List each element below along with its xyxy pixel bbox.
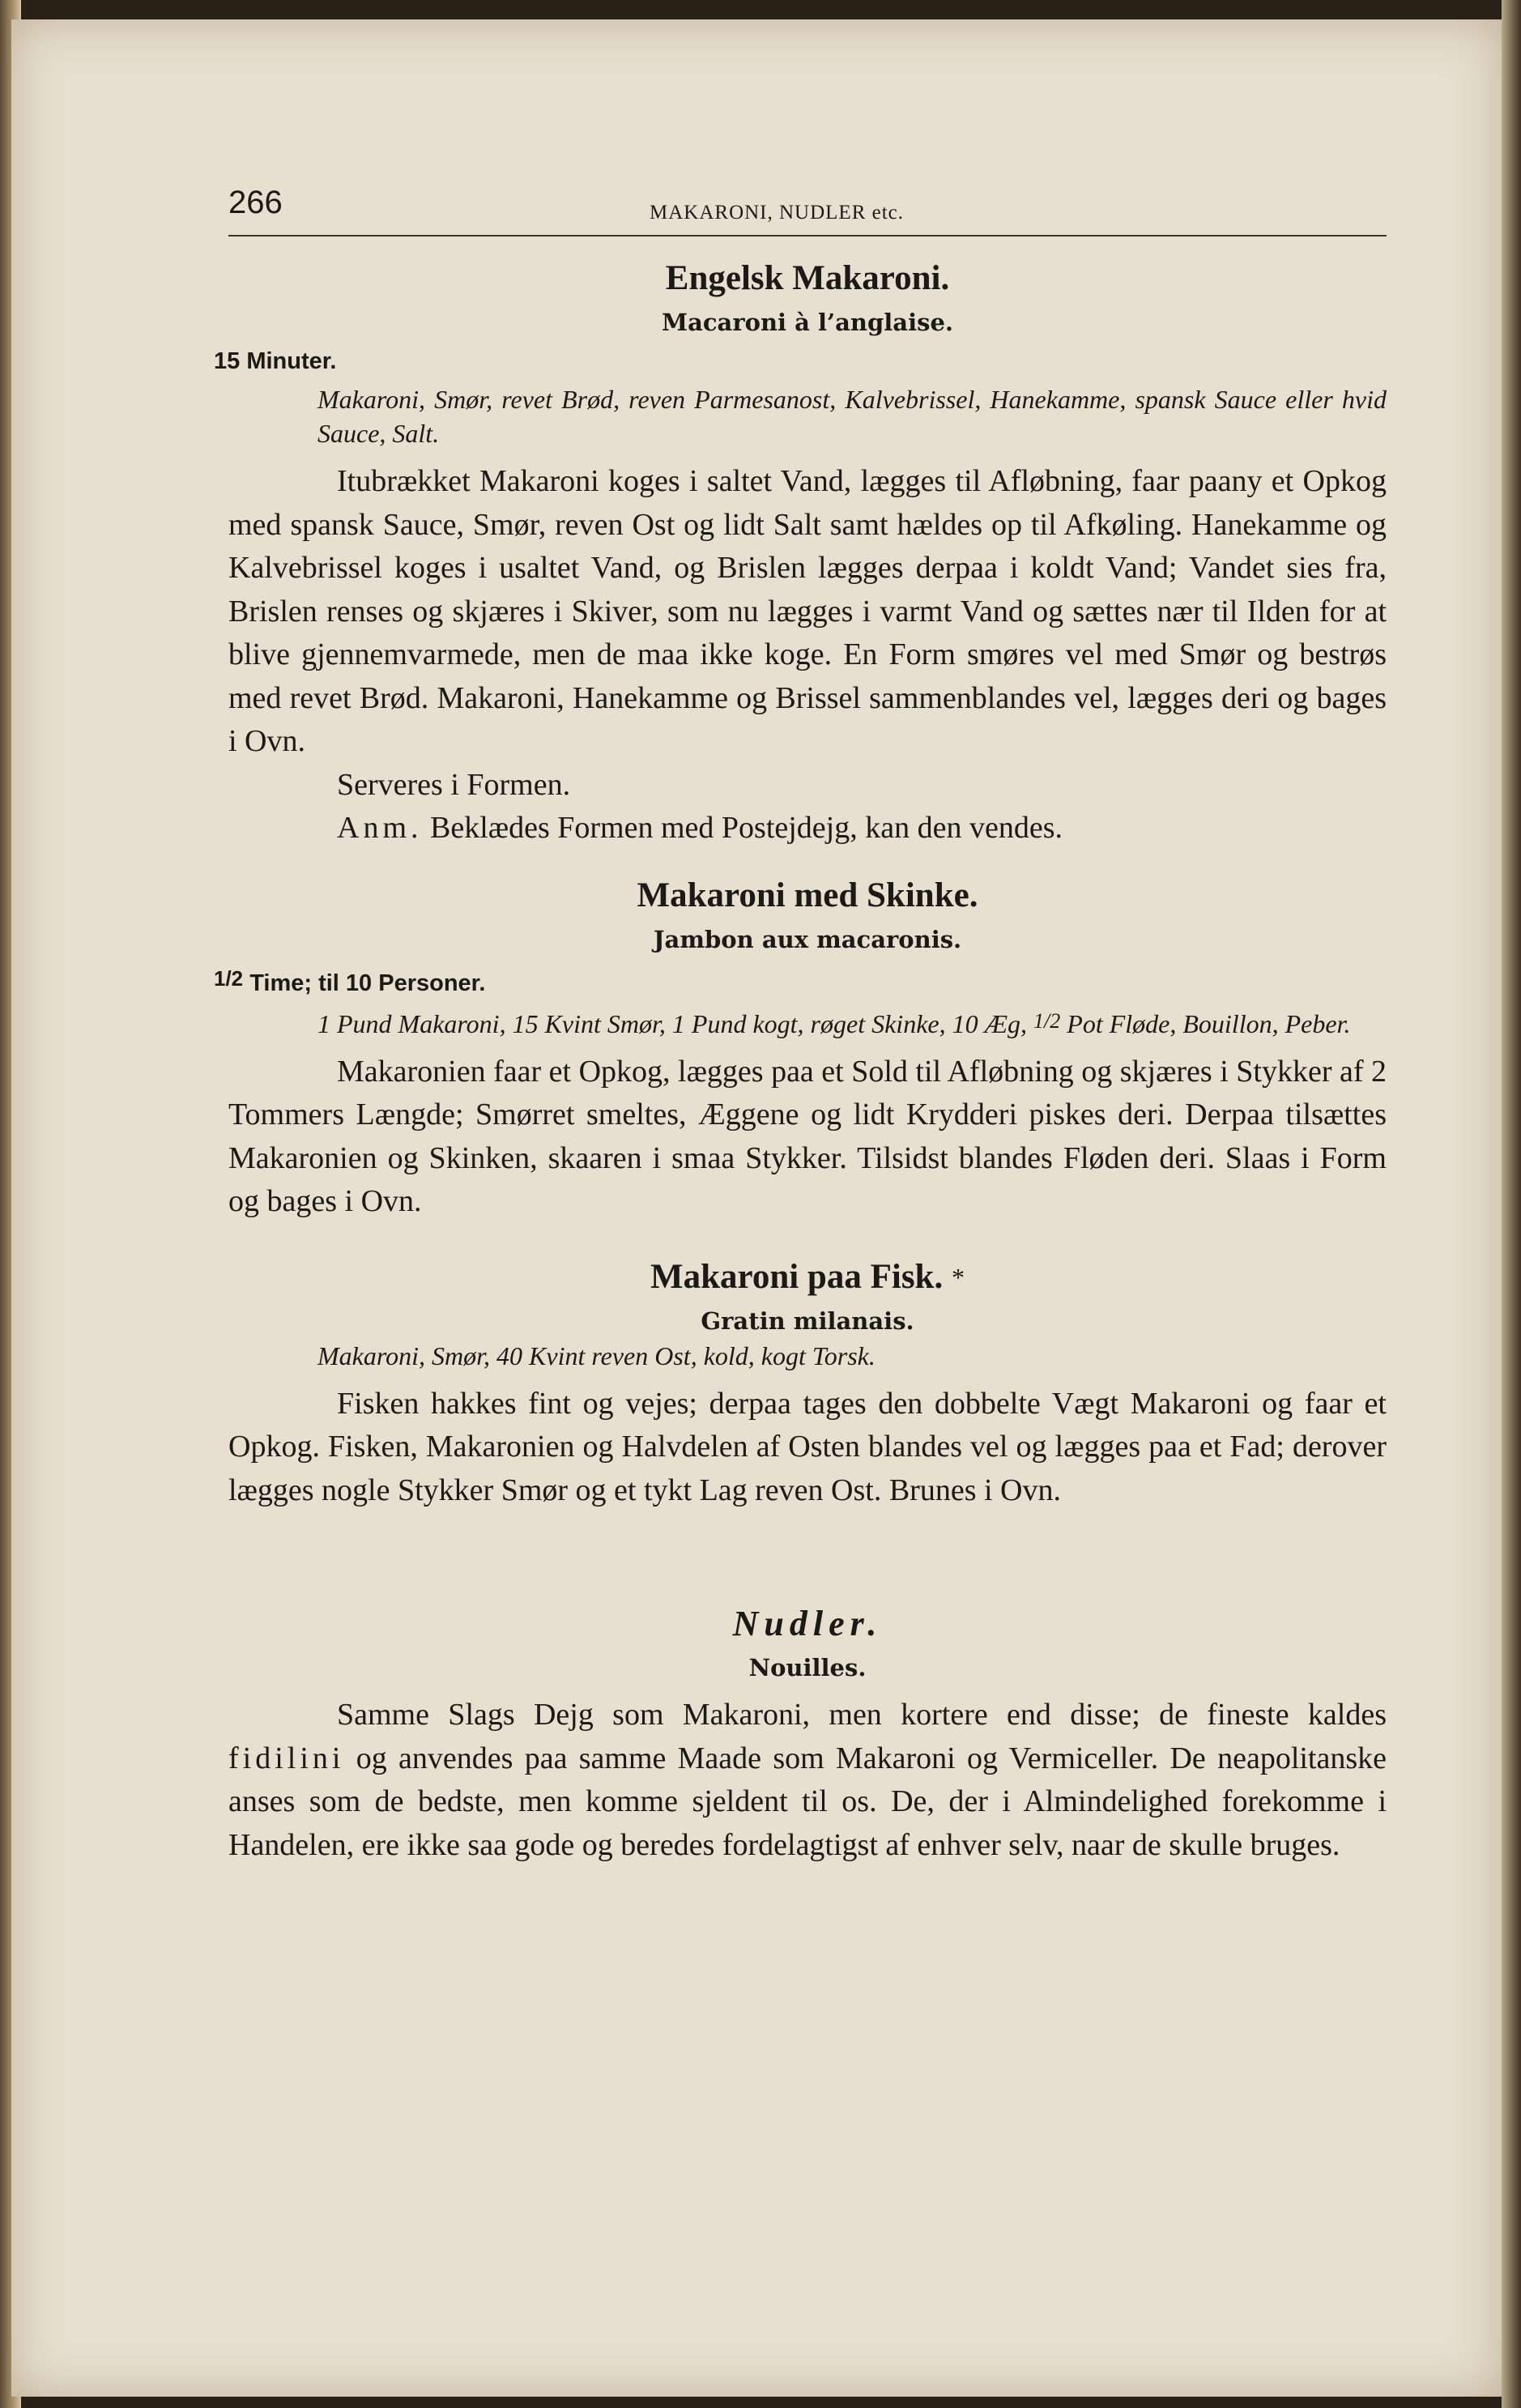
recipe-nudler [228,1601,1387,1867]
paragraph-part-b: og anvendes paa samme Maade som Makaroni og Vermiceller. De neapolitanske anses som de bedste, men komme sjeldent til os. De, der i Almindelighed forekomme i Handelen, ere ikke saa gode og beredes fordelagtigst af enhver selv, naar de skulle bruges. [228,1741,1387,1862]
recipe-title: Engelsk Makaroni. [665,259,950,297]
recipe-subtitle: Jambon aux macaronis. [653,925,962,953]
asterisk-mark: * [951,1262,965,1292]
running-head: MAKARONI, NUDLER etc. [650,202,905,224]
recipe-paragraph: Serveres i Formen. [337,767,571,802]
ingredients-part-b: Pot Fløde, Bouillon, Peber. [1067,1008,1351,1038]
recipe-time [214,962,1387,999]
recipe-subtitle: Nouilles. [748,1654,867,1681]
recipe-paragraph: Makaronien faar et Opkog, lægges paa et Sold til Afløbning og skjæres i Stykker af 2 Tommers Længde; Smørret smeltes, Æggene og lidt Krydderi piskes deri. Derpaa tilsættes Makaronien og Skinken, skaaren i smaa Stykker. Tilsidst blandes Fløden deri. Slaas i Form og bages i Ovn. [228,1054,1387,1218]
recipe-makaroni-med-skinke [214,873,1387,1224]
recipe-ingredients [228,1004,1387,1041]
recipe-title-text: Makaroni paa Fisk. [650,1257,944,1296]
note-text: Beklædes Formen med Postejdejg, kan den vendes. [430,811,1063,845]
recipe-title: Nudler. [732,1604,883,1643]
recipe-makaroni-paa-fisk [228,1255,1387,1513]
recipe-paragraph: Fisken hakkes fint og vejes; derpaa tages den dobbelte Vægt Makaroni og faar et Opkog. Fisken, Makaronien og Halvdelen af Osten blandes vel og lægges paa et Fad; derover lægges nogle Stykker Smør og et tykt Lag reven Ost. Brunes i Ovn. [228,1386,1387,1507]
recipe-engelsk-makaroni [214,256,1387,850]
recipe-paragraph: Itubrækket Makaroni koges i saltet Vand, lægges til Afløbning, faar paany et Opkog med spansk Sauce, Smør, reven Ost og lidt Salt samt hældes op til Afkøling. Hanekamme og Kalvebrissel koges i usaltet Vand, og Brislen lægges derpaa i koldt Vand; Vandet sies fra, Brislen renses og skjæres i Skiver, som nu lægges i varmt Vand og sættes nær til Ilden for at blive gjennemvarmede, men de maa ikke koge. En Form smøres vel med Smør og bestrøs med revet Brød. Makaroni, Hanekamme og Brissel sammenblandes vel, lægges deri og bages i Ovn. [228,464,1387,758]
recipe-title: Makaroni med Skinke. [637,876,978,914]
recipe-paragraph [228,1694,1387,1867]
time-fraction: 1/2 [214,965,244,991]
note-label: Anm. [337,811,423,845]
spaced-word: fidilini [228,1741,345,1775]
page-header [228,178,1387,237]
page-content [214,178,1387,1867]
recipe-subtitle: Macaroni à l’anglaise. [661,309,953,336]
ingredients-part-a: 1 Pund Makaroni, 15 Kvint Smør, 1 Pund kogt, røget Skinke, 10 Æg, [317,1008,1028,1038]
recipe-ingredients: Makaroni, Smør, 40 Kvint reven Ost, kold, kogt Torsk. [317,1340,876,1370]
recipe-ingredients: Makaroni, Smør, revet Brød, reven Parmesanost, Kalvebrissel, Hanekamme, spansk Sauce eller hvid Sauce, Salt. [317,385,1387,448]
page-edge [1502,0,1521,2408]
page-number: 266 [228,185,283,220]
recipe-subtitle: Gratin milanais. [701,1306,914,1335]
recipe-title [228,1255,1387,1300]
recipe-note [228,807,1387,850]
time-text: Time; til 10 Personer. [249,970,486,996]
recipe-time: 15 Minuter. [214,348,337,374]
ingredients-fraction: 1/2 [1033,1008,1061,1033]
paragraph-part-a: Samme Slags Dejg som Makaroni, men kortere end disse; de fineste kaldes [337,1698,1387,1732]
